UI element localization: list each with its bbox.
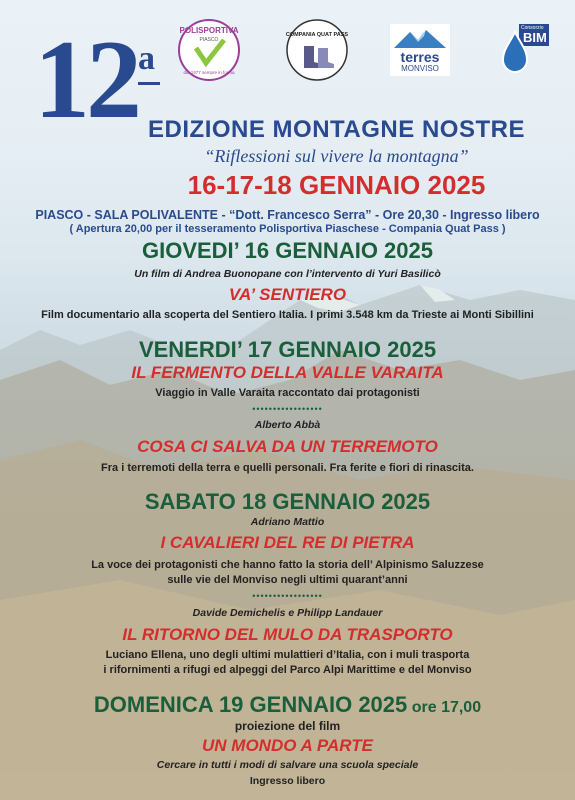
event-dates: 16-17-18 GENNAIO 2025 xyxy=(187,170,486,200)
polisportiva-logo xyxy=(172,18,246,82)
friday-description-2: Fra i terremoti della terra e quelli personali. Fra ferite e fiori di rinascita. xyxy=(101,462,474,474)
saturday-film-title-1: I CAVALIERI DEL RE DI PIETRA xyxy=(160,533,415,552)
polisportiva-logo-ring: dal 1977 sempre in forma xyxy=(183,70,235,75)
friday-description-1: Viaggio in Valle Varaita raccontato dai protagonisti xyxy=(155,387,420,399)
friday-heading: VENERDI’ 17 GENNAIO 2025 xyxy=(138,337,437,362)
edition-suffix: a xyxy=(138,40,155,77)
terres-logo-sub: MONVISO xyxy=(401,64,439,73)
event-note: ( Apertura 20,00 per il tesseramento Polisportiva Piaschese - Compania Quat Pass ) xyxy=(69,223,506,235)
friday-separator: ••••••••••••••••• xyxy=(252,404,323,414)
terres-monviso-logo xyxy=(388,18,452,82)
bim-logo-text: BIM xyxy=(523,30,547,45)
terres-logo-name: terres xyxy=(400,49,440,65)
saturday-description-2b: i rifornimenti a rifugi ed alpeggi del Parco Alpi Marittime e del Monviso xyxy=(103,664,472,676)
event-subtitle: “Riflessioni sul vivere la montagna” xyxy=(204,146,469,166)
thursday-description: Film documentario alla scoperta del Sentiero Italia. I primi 3.548 km da Trieste ai Monti Sibillini xyxy=(41,309,534,321)
mountain-logo-icon xyxy=(390,26,450,50)
sunday-film-title: UN MONDO A PARTE xyxy=(202,736,373,755)
saturday-heading: SABATO 18 GENNAIO 2025 xyxy=(144,489,431,514)
thursday-heading: GIOVEDI’ 16 GENNAIO 2025 xyxy=(141,238,433,263)
saturday-credit-1: Adriano Mattio xyxy=(250,516,325,528)
thursday-credit: Un film di Andrea Buonopane con l’intervento di Yuri Basilicò xyxy=(134,268,441,280)
polisportiva-logo-text: POLISPORTIVA xyxy=(179,26,239,35)
sunday-heading-row xyxy=(0,692,575,718)
sunday-time: ore 17,00 xyxy=(411,699,482,716)
bim-logo-sub: Consorzio xyxy=(521,25,544,31)
friday-credit-2: Alberto Abbà xyxy=(254,419,321,431)
sunday-tagline: Cercare in tutti i modi di salvare una scuola speciale xyxy=(156,759,419,771)
sunday-entry: Ingresso libero xyxy=(249,775,326,787)
sunday-intro: proiezione del film xyxy=(234,719,341,733)
saturday-separator: ••••••••••••••••• xyxy=(252,591,323,601)
saturday-description-2a: Luciano Ellena, uno degli ultimi mulattieri d’Italia, con i muli trasporta xyxy=(105,649,470,661)
saturday-film-title-2: IL RITORNO DEL MULO DA TRASPORTO xyxy=(122,625,453,644)
saturday-credit-2: Davide Demichelis e Philipp Landauer xyxy=(192,607,383,619)
quat-pass-logo-text: COMPANIA QUAT PASS xyxy=(285,32,349,38)
friday-film-title-1: IL FERMENTO DELLA VALLE VARAITA xyxy=(131,363,444,382)
saturday-description-1b: sulle vie del Monviso negli ultimi quarant’anni xyxy=(167,574,408,586)
event-venue: PIASCO - SALA POLIVALENTE - “Dott. Francesco Serra” - Ore 20,30 - Ingresso libero xyxy=(35,208,540,222)
bim-logo xyxy=(496,18,556,82)
edition-number: 12 xyxy=(34,18,138,142)
saturday-description-1a: La voce dei protagonisti che hanno fatto la storia dell’ Alpinismo Saluzzese xyxy=(91,559,484,571)
friday-film-title-2: COSA CI SALVA DA UN TERREMOTO xyxy=(137,437,438,456)
polisportiva-logo-sub: PIASCO xyxy=(199,37,219,43)
thursday-film-title: VA’ SENTIERO xyxy=(228,285,347,304)
quat-pass-logo xyxy=(282,18,352,82)
event-title: EDIZIONE MONTAGNE NOSTRE xyxy=(148,116,525,143)
edition-suffix-underline xyxy=(138,82,160,85)
sunday-heading: DOMENICA 19 GENNAIO 2025 xyxy=(93,692,408,717)
